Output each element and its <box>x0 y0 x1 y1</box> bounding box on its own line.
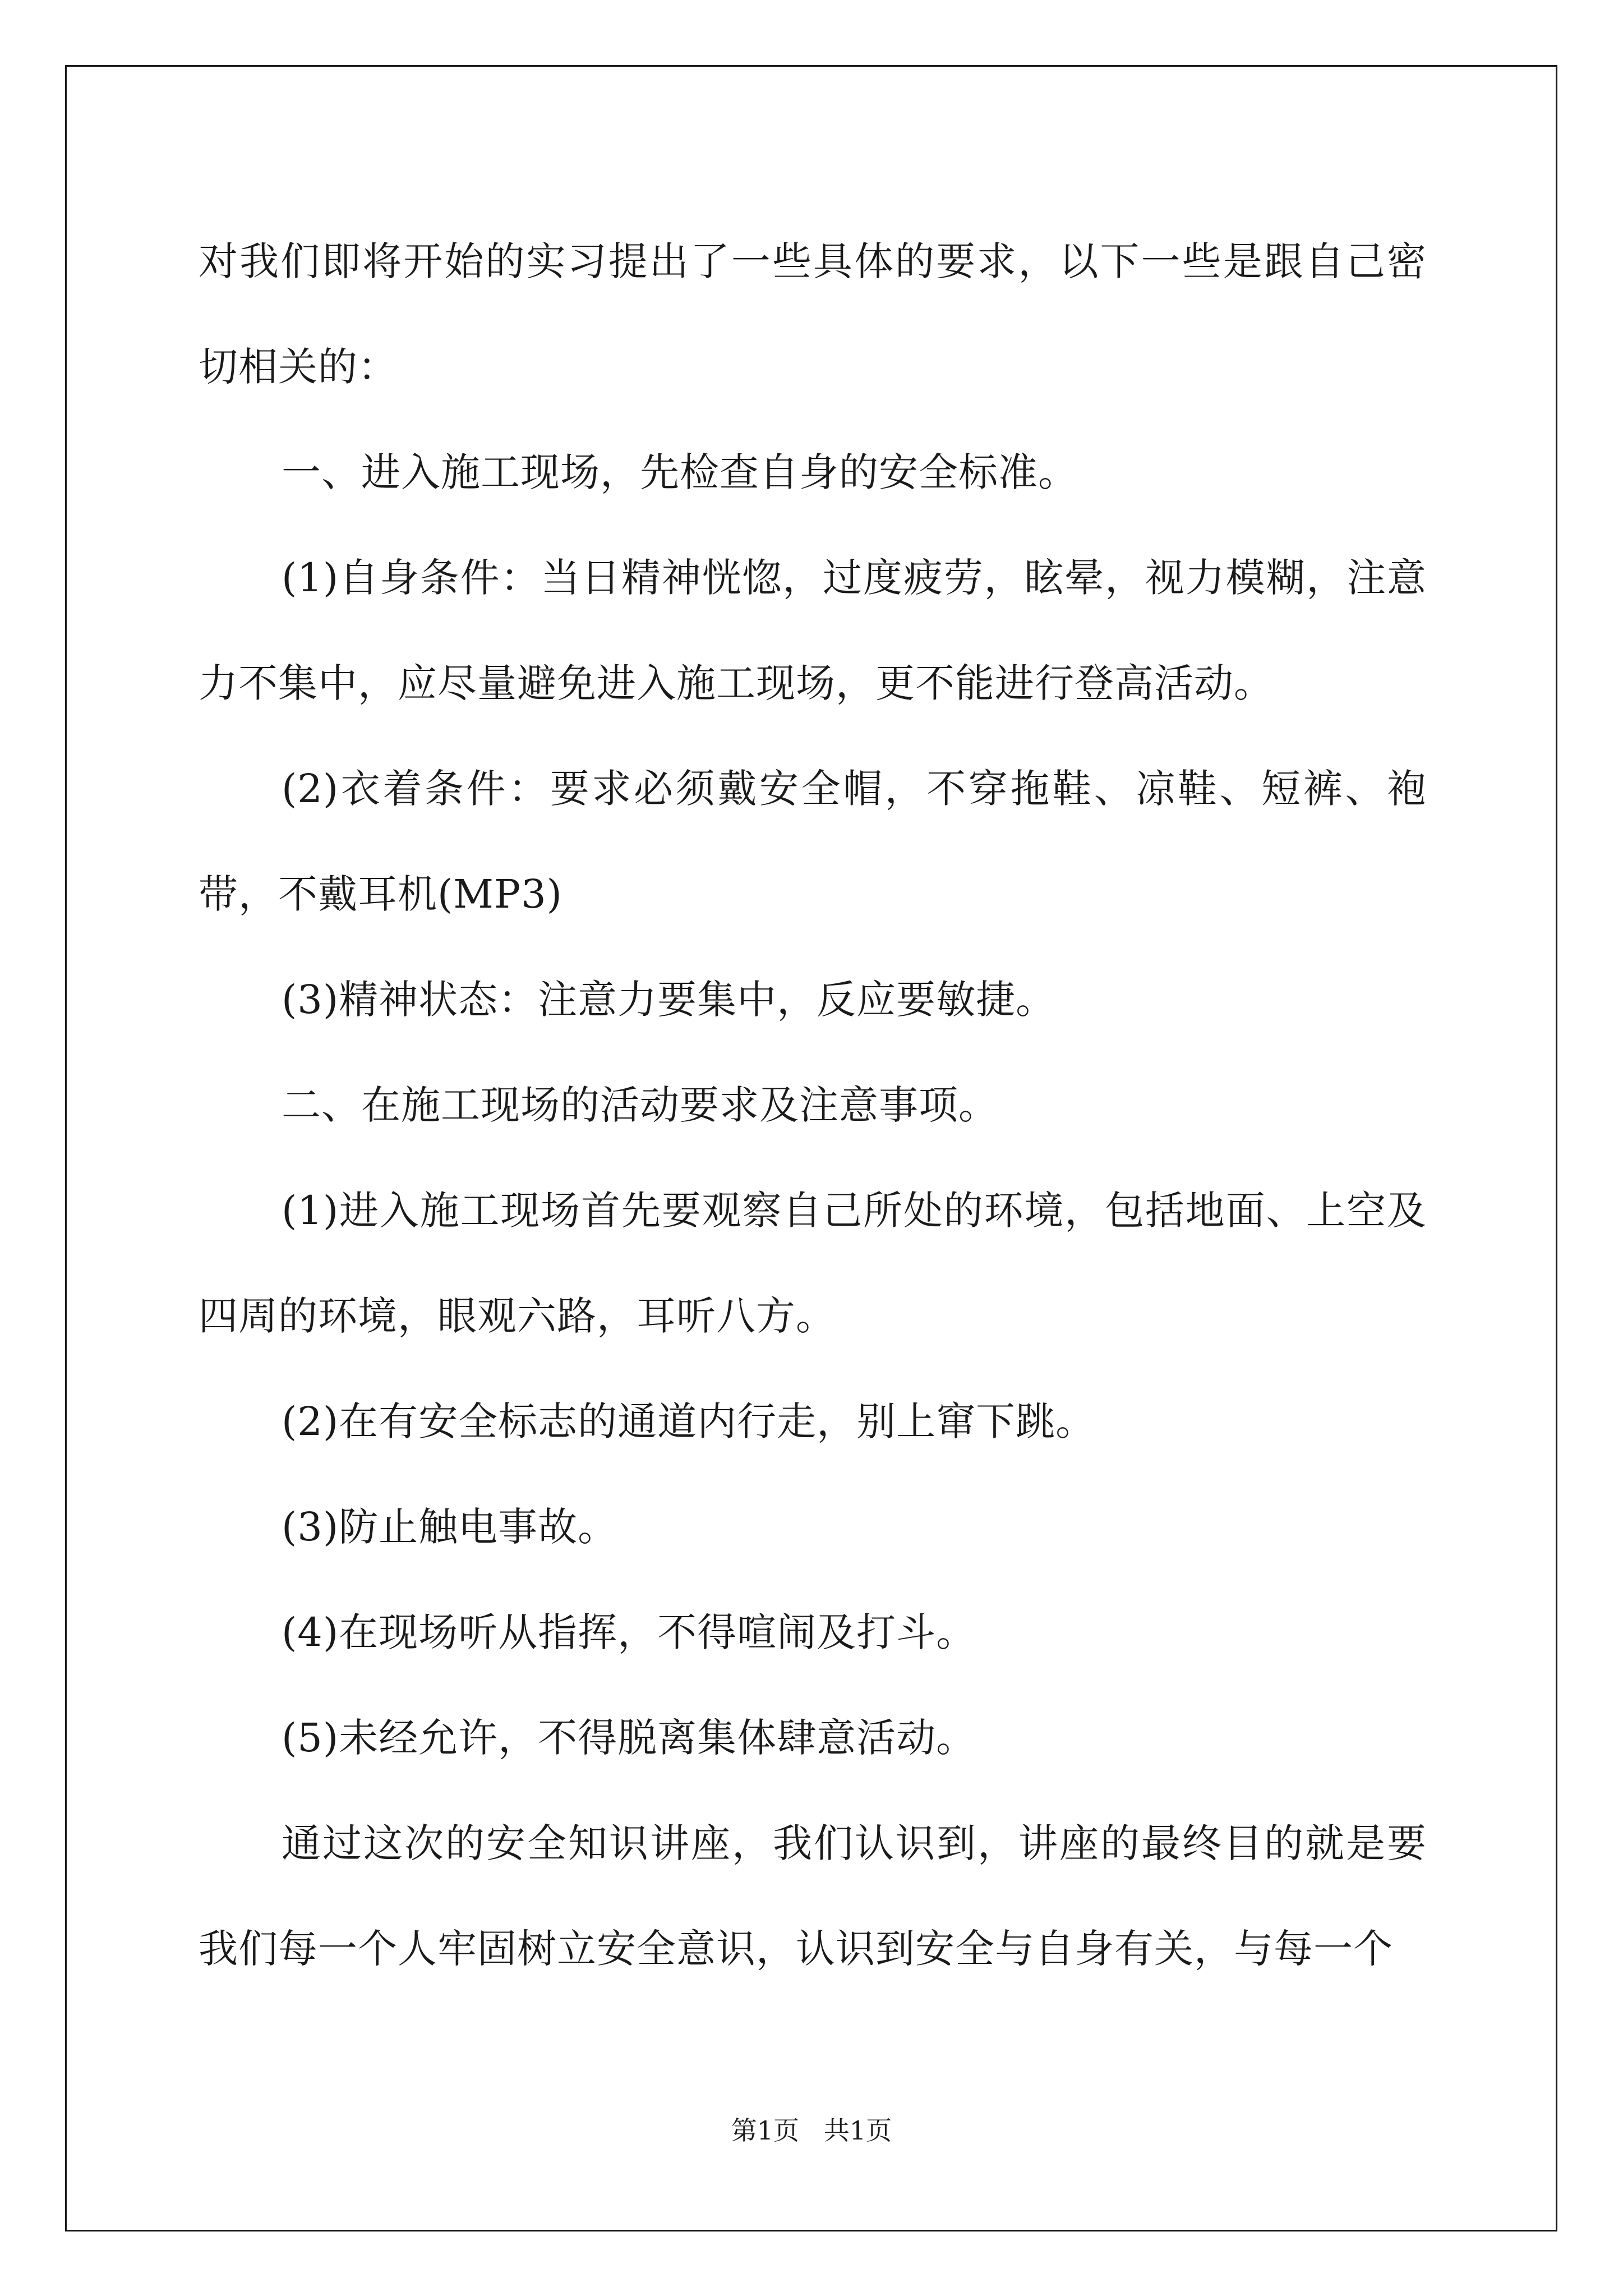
paragraph-11: (5)未经允许，不得脱离集体肆意活动。 <box>282 1715 976 1761</box>
paragraph-8: (2)在有安全标志的通道内行走，别上窜下跳。 <box>282 1398 1096 1444</box>
paragraph-4: (2)衣着条件：要求必须戴安全帽，不穿拖鞋、凉鞋、短裤、袍带，不戴耳机(MP3) <box>199 766 1427 917</box>
paragraph-9: (3)防止触电事故。 <box>282 1504 618 1550</box>
paragraph-12: 通过这次的安全知识讲座，我们认识到，讲座的最终目的就是要我们每一个人牢固树立安全意识，认识到安全与自身有关，与每一个 <box>199 1820 1427 1972</box>
paragraph-3: (1)自身条件：当日精神恍惚，过度疲劳，眩晕，视力模糊，注意力不集中，应尽量避免进入施工现场，更不能进行登高活动。 <box>199 555 1427 706</box>
document-body <box>199 209 1427 2001</box>
paragraph-10: (4)在现场听从指挥，不得喧闹及打斗。 <box>282 1609 976 1655</box>
paragraph-7: (1)进入施工现场首先要观察自己所处的环境，包括地面、上空及四周的环境，眼观六路，耳听八方。 <box>199 1188 1427 1339</box>
paragraph-6: 二、在施工现场的活动要求及注意事项。 <box>282 1082 998 1128</box>
paragraph-1: 对我们即将开始的实习提出了一些具体的要求，以下一些是跟自己密切相关的： <box>199 238 1427 390</box>
paragraph-5: (3)精神状态：注意力要集中，反应要敏捷。 <box>282 977 1056 1023</box>
page-footer: 第1页 共1页 <box>731 2115 892 2146</box>
paragraph-2: 一、进入施工现场，先检查自身的安全标准。 <box>282 449 1078 495</box>
